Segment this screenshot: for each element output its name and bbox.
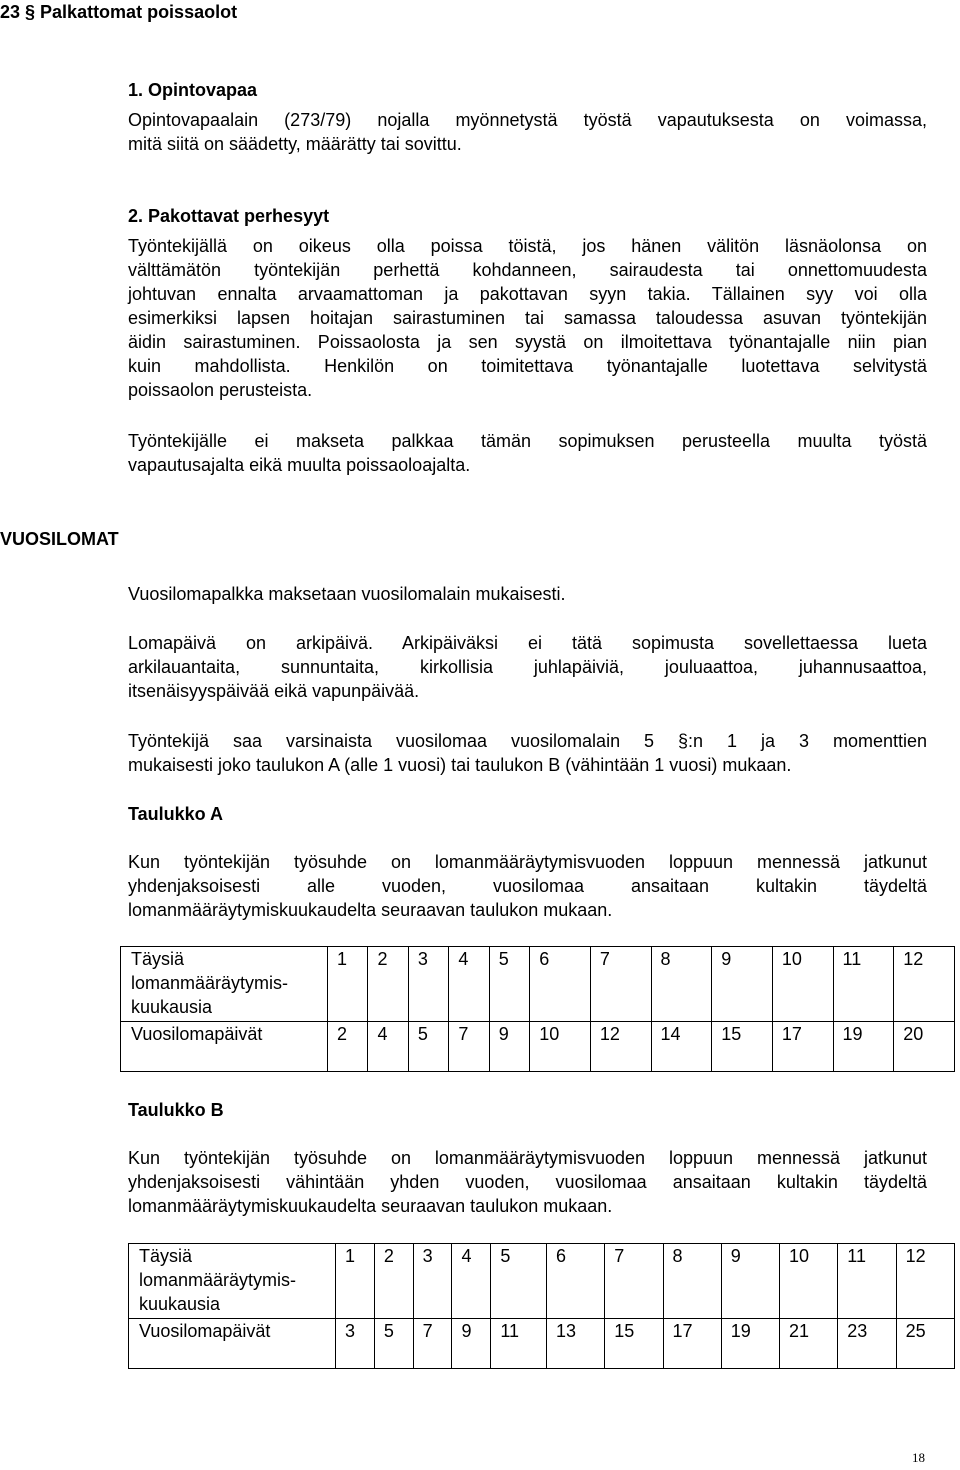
label-line: Täysiä (139, 1246, 193, 1266)
paragraph-line: Työntekijälle ei makseta palkkaa tämän sopimuksen perusteella muulta työstä (128, 431, 927, 451)
paragraph-line: vapautusajalta eikä muulta poissaoloajalta. (128, 455, 471, 475)
table-cell: 3 (413, 1244, 452, 1319)
label-line: lomanmääräytymis- (139, 1270, 297, 1290)
paragraph-line: mukaisesti joko taulukon A (alle 1 vuosi) tai taulukon B (vähintään 1 vuosi) mukaan. (128, 755, 792, 775)
paragraph-line: mitä siitä on säädetty, määrätty tai sovittu. (128, 134, 462, 154)
table-cell: 9 (489, 1022, 529, 1072)
months-label-cell (129, 1244, 336, 1319)
table-cell: 10 (772, 947, 833, 1022)
paragraph-line: kuin mahdollista. Henkilön on toimitettava työnantajalle luotettava selvitystä (128, 356, 927, 376)
lomapaiva-paragraph (128, 631, 927, 703)
table-row (129, 1244, 955, 1319)
table-cell: 3 (408, 947, 448, 1022)
label-line: kuukausia (131, 997, 213, 1017)
paragraph-line: lomanmääräytymiskuukaudelta seuraavan taulukon mukaan. (128, 1196, 613, 1216)
paragraph-line: johtuvan ennalta arvaamattoman ja pakottavan syyn takia. Tällainen syy voi olla (128, 284, 927, 304)
table-cell: 8 (651, 947, 712, 1022)
table-cell: 1 (336, 1244, 375, 1319)
paragraph-line: yhdenjaksoisesti alle vuoden, vuosilomaa ansaitaan kultakin täydeltä (128, 876, 927, 896)
table-cell: 14 (651, 1022, 712, 1072)
paragraph-line: Työntekijällä on oikeus olla poissa töistä, jos hänen välitön läsnäolonsa on (128, 236, 927, 256)
days-label-cell: Vuosilomapäivät (129, 1319, 336, 1369)
table-cell: 1 (328, 947, 368, 1022)
paragraph-line: Kun työntekijän työsuhde on lomanmääräytymisvuoden loppuun mennessä jatkunut (128, 852, 927, 872)
table-cell: 7 (605, 1244, 663, 1319)
table-cell: 20 (894, 1022, 955, 1072)
opintovapaa-paragraph (128, 108, 927, 156)
table-cell: 6 (546, 1244, 604, 1319)
paragraph-line: esimerkiksi lapsen hoitajan sairastuminen tai samassa taloudessa asuvan työntekijän (128, 308, 927, 328)
vuosilomapalkka-paragraph: Vuosilomapalkka maksetaan vuosilomalain mukaisesti. (128, 584, 566, 604)
table-cell: 4 (449, 947, 489, 1022)
palkaton-note-paragraph (128, 429, 927, 477)
taulukko-a-intro (128, 850, 927, 922)
months-label-cell (121, 947, 328, 1022)
label-line: lomanmääräytymis- (131, 973, 289, 993)
table-cell: 7 (449, 1022, 489, 1072)
varsinainen-vuosiloma-paragraph (128, 729, 927, 777)
paragraph-line: arkilauantaita, sunnuntaita, kirkollisia juhlapäiviä, jouluaattoa, juhannusaattoa, (128, 657, 927, 677)
table-cell: 12 (590, 1022, 651, 1072)
paragraph-line: Opintovapaalain (273/79) nojalla myönnetystä työstä vapautuksesta on voimassa, (128, 110, 927, 130)
paragraph-line: välttämätön työntekijän perhettä kohdanneen, sairaudesta tai onnettomuudesta (128, 260, 927, 280)
table-row (129, 1319, 955, 1369)
label-line: kuukausia (139, 1294, 221, 1314)
table-cell: 7 (413, 1319, 452, 1369)
paragraph-line: äidin sairastuminen. Poissaolosta ja sen syystä on ilmoitettava työnantajalle niin pian (128, 332, 927, 352)
table-cell: 11 (491, 1319, 547, 1369)
table-cell: 19 (721, 1319, 779, 1369)
table-cell: 12 (894, 947, 955, 1022)
opintovapaa-heading: 1. Opintovapaa (128, 80, 258, 100)
table-cell: 7 (590, 947, 651, 1022)
table-row (121, 1022, 955, 1072)
vuosilomat-heading: VUOSILOMAT (0, 529, 119, 549)
taulukko-a-table (120, 946, 955, 1072)
paragraph-line: poissaolon perusteista. (128, 380, 313, 400)
paragraph-line: Kun työntekijän työsuhde on lomanmääräytymisvuoden loppuun mennessä jatkunut (128, 1148, 927, 1168)
paragraph-line: Lomapäivä on arkipäivä. Arkipäiväksi ei tätä sopimusta sovellettaessa lueta (128, 633, 927, 653)
table-cell: 9 (721, 1244, 779, 1319)
table-cell: 2 (368, 947, 408, 1022)
taulukko-b-heading: Taulukko B (128, 1100, 224, 1120)
paragraph-line: Työntekijä saa varsinaista vuosilomaa vuosilomalain 5 §:n 1 ja 3 momenttien (128, 731, 927, 751)
table-cell: 17 (663, 1319, 721, 1369)
table-cell: 15 (712, 1022, 773, 1072)
table-cell: 5 (489, 947, 529, 1022)
table-cell: 5 (374, 1319, 413, 1369)
table-cell: 8 (663, 1244, 721, 1319)
paragraph-line: yhdenjaksoisesti vähintään yhden vuoden, vuosilomaa ansaitaan kultakin täydeltä (128, 1172, 927, 1192)
table-cell: 15 (605, 1319, 663, 1369)
table-cell: 11 (833, 947, 894, 1022)
taulukko-b-table (128, 1243, 955, 1369)
taulukko-b-intro (128, 1146, 927, 1218)
table-cell: 6 (530, 947, 591, 1022)
table-cell: 13 (546, 1319, 604, 1369)
table-cell: 2 (328, 1022, 368, 1072)
days-label-cell: Vuosilomapäivät (121, 1022, 328, 1072)
table-cell: 5 (408, 1022, 448, 1072)
table-cell: 3 (336, 1319, 375, 1369)
perhesyyt-paragraph (128, 234, 927, 402)
label-line: Täysiä (131, 949, 185, 969)
paragraph-line: itsenäisyyspäivää eikä vapunpäivää. (128, 681, 420, 701)
perhesyyt-heading: 2. Pakottavat perhesyyt (128, 206, 330, 226)
table-cell: 9 (452, 1319, 491, 1369)
table-cell: 9 (712, 947, 773, 1022)
table-cell: 25 (896, 1319, 954, 1369)
table-cell: 10 (780, 1244, 838, 1319)
table-cell: 10 (530, 1022, 591, 1072)
paragraph-line: lomanmääräytymiskuukaudelta seuraavan taulukon mukaan. (128, 900, 613, 920)
table-cell: 17 (772, 1022, 833, 1072)
table-cell: 5 (491, 1244, 547, 1319)
section-heading: 23 § Palkattomat poissaolot (0, 2, 238, 22)
table-cell: 19 (833, 1022, 894, 1072)
page-number: 18 (912, 1450, 925, 1465)
table-cell: 2 (374, 1244, 413, 1319)
table-cell: 4 (368, 1022, 408, 1072)
table-cell: 12 (896, 1244, 954, 1319)
table-row (121, 947, 955, 1022)
table-cell: 21 (780, 1319, 838, 1369)
table-cell: 4 (452, 1244, 491, 1319)
table-cell: 23 (838, 1319, 896, 1369)
taulukko-a-heading: Taulukko A (128, 804, 224, 824)
table-cell: 11 (838, 1244, 896, 1319)
